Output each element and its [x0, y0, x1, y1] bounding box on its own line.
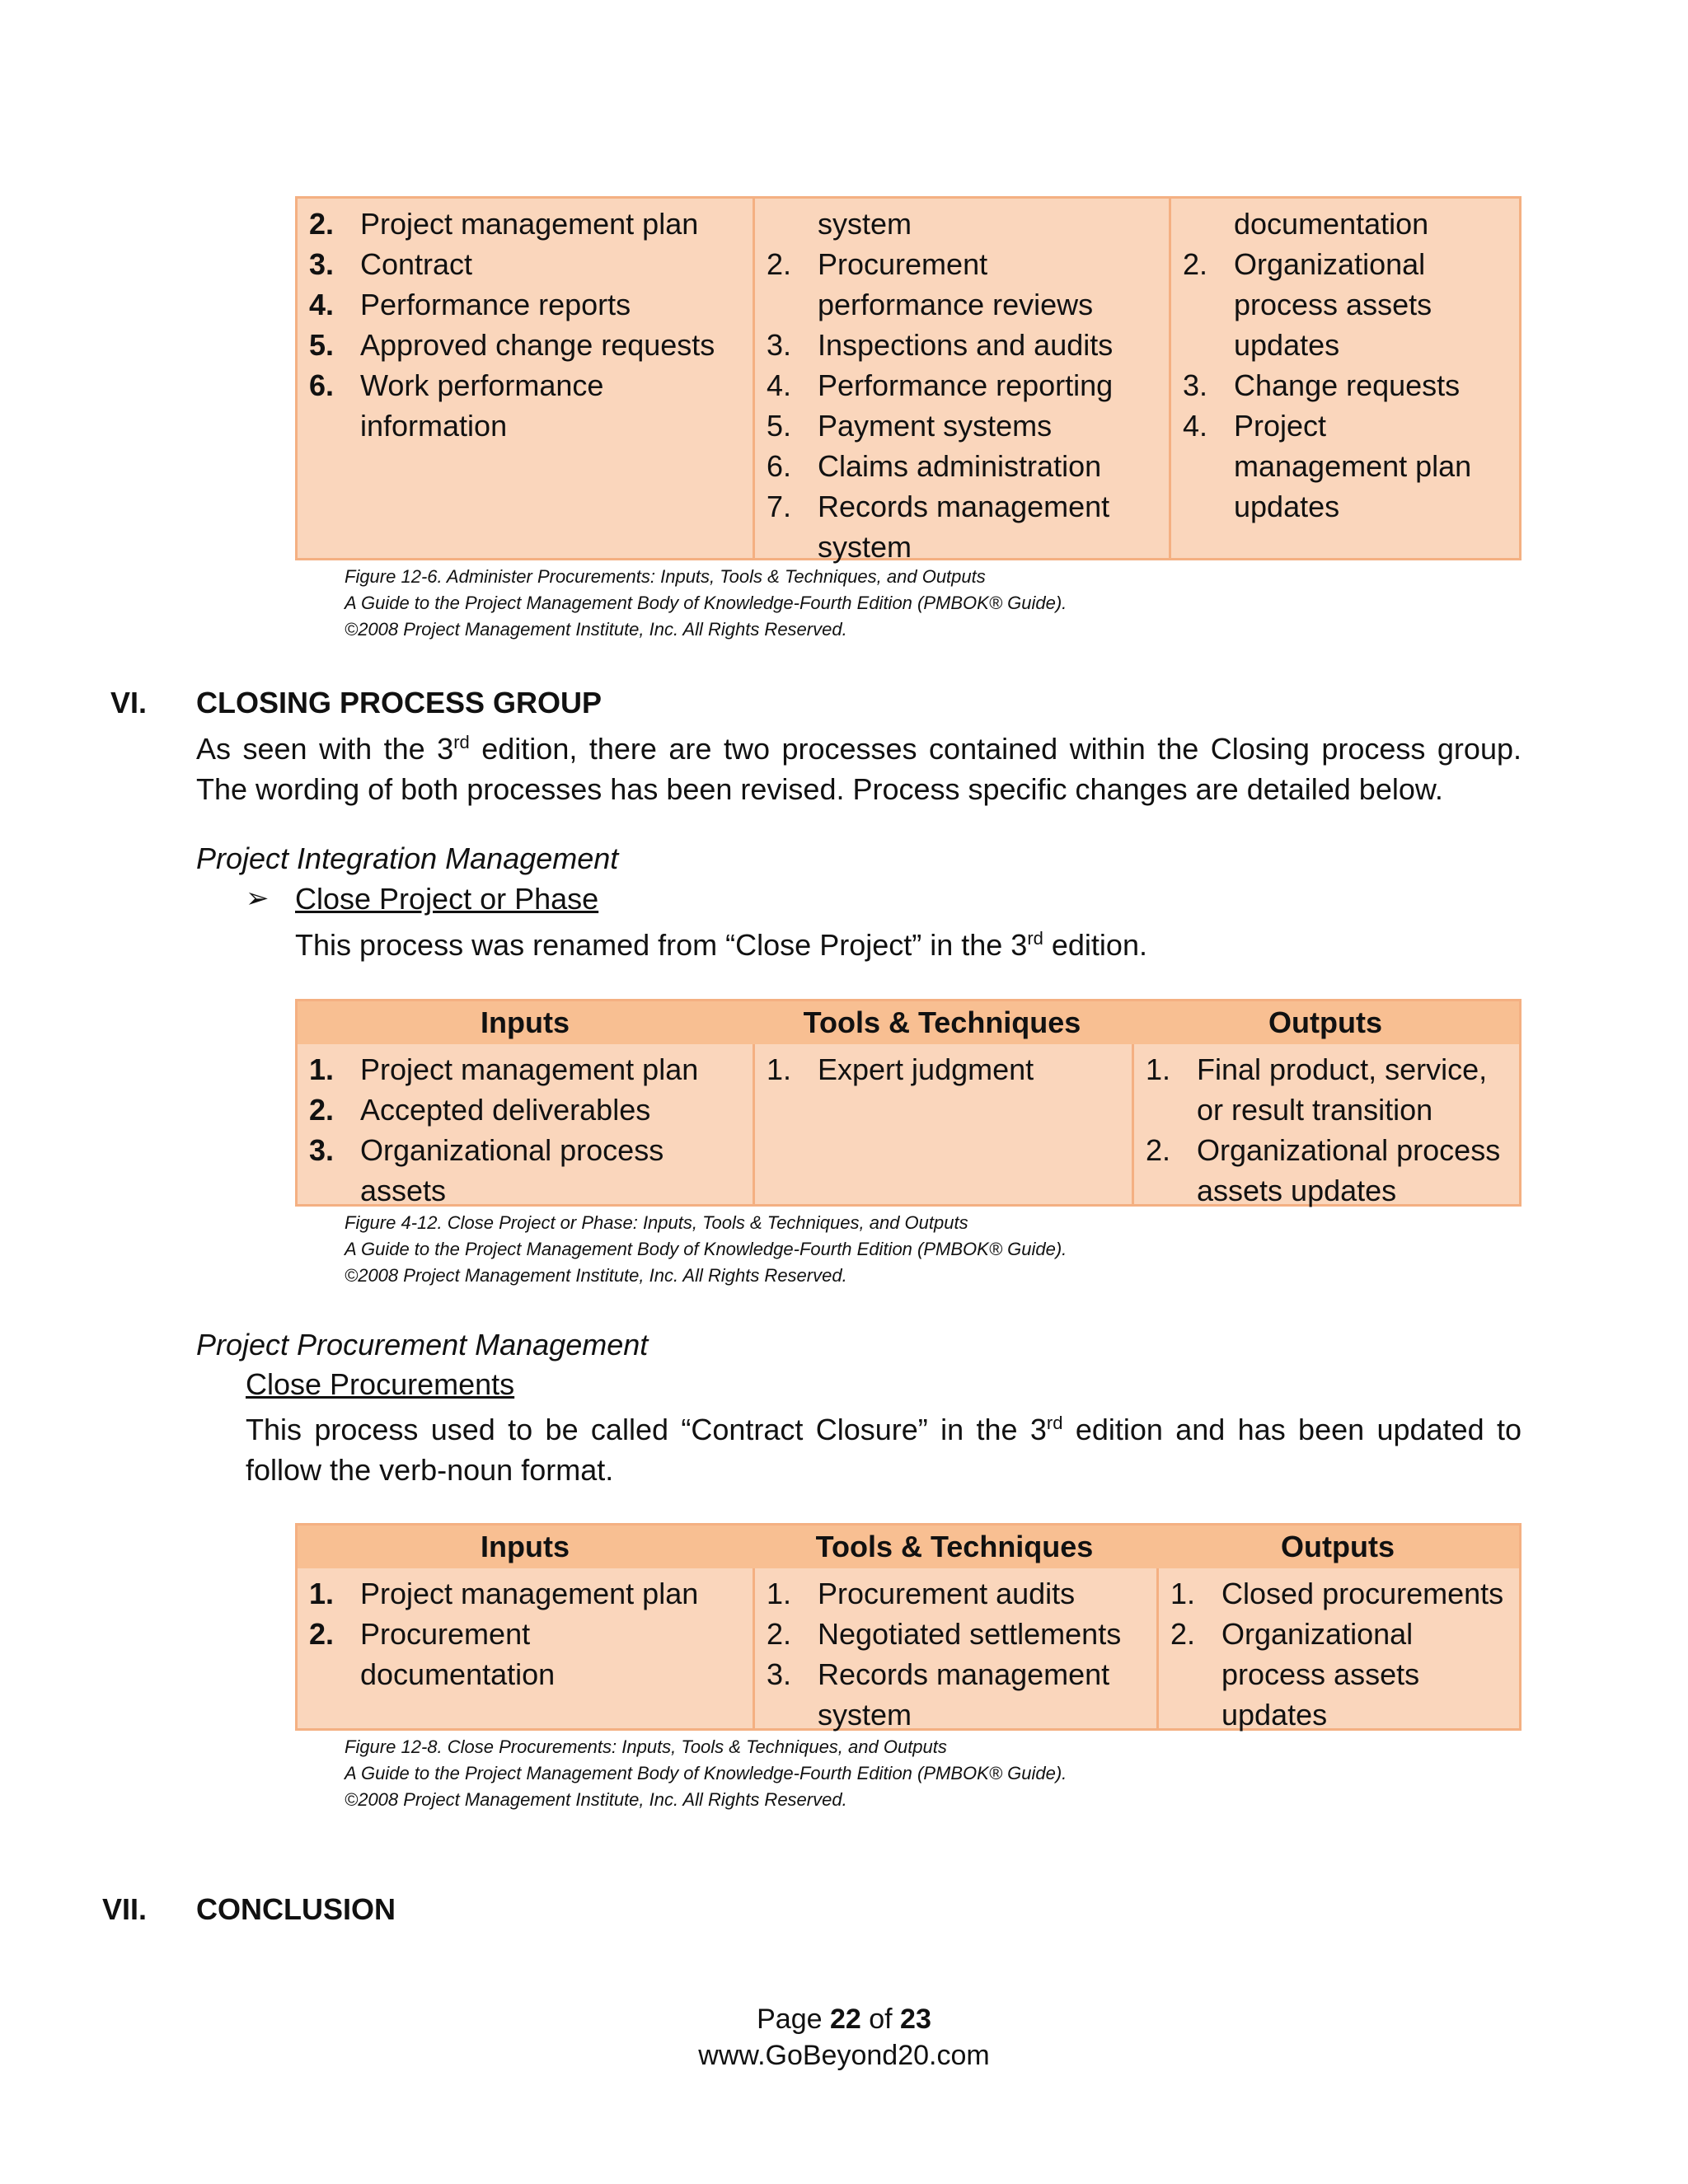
item-text: Performance reports: [360, 288, 631, 321]
list-item: [309, 1049, 753, 1090]
item-number: 2.: [309, 1617, 335, 1651]
item-text: Project management plan: [360, 1052, 699, 1086]
item-text: Expert judgment: [818, 1052, 1034, 1086]
item-number: 2.: [767, 247, 792, 281]
list-item: [309, 365, 753, 446]
item-text: Project management plan: [360, 1577, 699, 1610]
list-item: [767, 1614, 1156, 1654]
outputs-column: [1132, 1044, 1519, 1207]
item-number: 1.: [309, 1052, 335, 1086]
item-text: Claims administration: [818, 449, 1102, 483]
item-text: Records management system: [818, 490, 1110, 564]
item-number: 4.: [309, 288, 335, 321]
process-name: Close Procurements: [246, 1367, 515, 1401]
table-header: Inputs Tools & Techniques Outputs: [298, 1001, 1519, 1044]
figure-caption: Figure 4-12. Close Project or Phase: Inputs, Tools & Techniques, and Outputs A Guide to the Project Management Body of Knowledge-Fourth Edition (PMBOK® Guide). ©2008 Project Management Institute, Inc. All Rights Reserved.: [345, 1212, 1067, 1286]
page-number: Page 22 of 23: [757, 2004, 931, 2035]
item-number: 4.: [767, 368, 792, 402]
item-number: 5.: [309, 328, 335, 362]
list-item: [767, 325, 1169, 365]
close-procurements-table: [295, 1523, 1522, 1731]
subsection-heading: Project Integration Management: [196, 841, 619, 875]
item-number: 3.: [767, 328, 792, 362]
item-text: Final product, service, or result transition: [1197, 1052, 1488, 1127]
tools-column: [753, 199, 1169, 564]
item-text: Change requests: [1234, 368, 1461, 402]
item-number: 5.: [767, 409, 792, 443]
item-text: Accepted deliverables: [360, 1093, 651, 1127]
item-text: Payment systems: [818, 409, 1053, 443]
item-number: 2.: [767, 1617, 792, 1651]
item-number: 2.: [309, 207, 335, 241]
item-number: 2.: [1146, 1133, 1171, 1167]
outputs-column: [1156, 1568, 1519, 1732]
item-text: Negotiated settlements: [818, 1617, 1122, 1651]
item-text: Performance reporting: [818, 368, 1114, 402]
close-project-table: [295, 999, 1522, 1207]
list-item: [1146, 1049, 1519, 1130]
item-text: Organizational process assets: [360, 1133, 664, 1207]
section-paragraph: As seen with the 3rd edition, there are two processes contained within the Closing process group. The wording of both processes has been revised. Process specific changes are detailed below.: [196, 732, 1522, 806]
list-item: [309, 284, 753, 325]
item-number: 3.: [767, 1657, 792, 1691]
item-number: 3.: [309, 1133, 335, 1167]
list-item: [767, 446, 1169, 486]
list-item: [1146, 1130, 1519, 1211]
list-item: [767, 1573, 1156, 1614]
item-number: 7.: [767, 490, 792, 523]
list-item: [1183, 405, 1519, 527]
item-text: Approved change requests: [360, 328, 715, 362]
list-item: [767, 244, 1169, 325]
website-url: www.GoBeyond20.com: [698, 2040, 990, 2071]
item-number: 2.: [1170, 1617, 1196, 1651]
list-item: [1170, 1614, 1519, 1735]
item-number: 6.: [309, 368, 335, 402]
list-item: [309, 244, 753, 284]
item-text: Records management system: [818, 1657, 1110, 1732]
list-item: [767, 365, 1169, 405]
item-text: Work performance information: [360, 368, 604, 443]
list-item: [309, 1614, 753, 1694]
list-item: [309, 1573, 753, 1614]
list-item: [309, 204, 753, 244]
list-item: [309, 325, 753, 365]
item-text: Project management plan updates: [1234, 409, 1472, 523]
list-item: [1183, 365, 1519, 405]
item-number: 1.: [767, 1052, 792, 1086]
item-number: 3.: [1183, 368, 1208, 402]
page-footer: [0, 2001, 1688, 2074]
figure-caption: Figure 12-6. Administer Procurements: Inputs, Tools & Techniques, and Outputs A Guide to the Project Management Body of Knowledge-Fourth Edition (PMBOK® Guide). ©2008 Project Management Institute, Inc. All Rights Reserved.: [345, 566, 1067, 640]
section-numeral: VI.: [110, 686, 148, 719]
table-header: Inputs Tools & Techniques Outputs: [298, 1526, 1519, 1568]
item-number: 2.: [309, 1093, 335, 1127]
item-text: Procurement performance reviews: [818, 247, 1094, 321]
list-item: [1170, 1573, 1519, 1614]
list-item: [767, 405, 1169, 446]
item-text: Project management plan: [360, 207, 699, 241]
item-number: 1.: [309, 1577, 335, 1610]
figure-caption: Figure 12-8. Close Procurements: Inputs, Tools & Techniques, and Outputs A Guide to the Project Management Body of Knowledge-Fourth Edition (PMBOK® Guide). ©2008 Project Management Institute, Inc. All Rights Reserved.: [345, 1736, 1067, 1810]
tools-column: [753, 1568, 1156, 1732]
item-text: Organizational process assets updates: [1234, 247, 1432, 362]
inputs-column: [298, 1044, 753, 1207]
inputs-column: [298, 199, 753, 558]
section-title: CONCLUSION: [196, 1892, 396, 1926]
item-number: 1.: [767, 1577, 792, 1610]
item-text: Inspections and audits: [818, 328, 1114, 362]
item-number: 1.: [1170, 1577, 1196, 1610]
list-item: [309, 1130, 753, 1211]
item-number: 2.: [1183, 247, 1208, 281]
item-text: Procurement audits: [818, 1577, 1076, 1610]
item-number: 1.: [1146, 1052, 1171, 1086]
outputs-column: [1169, 199, 1519, 558]
process-description: This process used to be called “Contract Closure” in the 3rd edition and has been updated to follow the verb-noun format.: [246, 1413, 1522, 1487]
administer-procurements-table: [295, 196, 1522, 564]
list-item: [1183, 244, 1519, 365]
list-item: [767, 1049, 1132, 1090]
section-title: CLOSING PROCESS GROUP: [196, 686, 603, 719]
item-text: Organizational process assets updates: [1221, 1617, 1420, 1732]
process-description: This process was renamed from “Close Project” in the 3rd edition.: [295, 928, 1147, 962]
tools-column: [753, 1044, 1132, 1204]
list-item: [767, 1654, 1156, 1735]
subsection-heading: Project Procurement Management: [196, 1328, 649, 1361]
section-numeral: VII.: [102, 1892, 148, 1926]
item-number: 4.: [1183, 409, 1208, 443]
continued-text: system: [818, 207, 912, 241]
item-number: 6.: [767, 449, 792, 483]
list-item: [309, 1090, 753, 1130]
item-text: Contract: [360, 247, 473, 281]
item-text: Organizational process assets updates: [1197, 1133, 1501, 1207]
inputs-column: [298, 1568, 753, 1728]
continued-text: documentation: [1234, 207, 1429, 241]
item-text: Closed procurements: [1221, 1577, 1504, 1610]
arrow-bullet-icon: ➢: [246, 883, 270, 914]
list-item: [767, 486, 1169, 567]
item-number: 3.: [309, 247, 335, 281]
item-text: Procurement documentation: [360, 1617, 556, 1691]
process-name: Close Project or Phase: [295, 882, 599, 916]
